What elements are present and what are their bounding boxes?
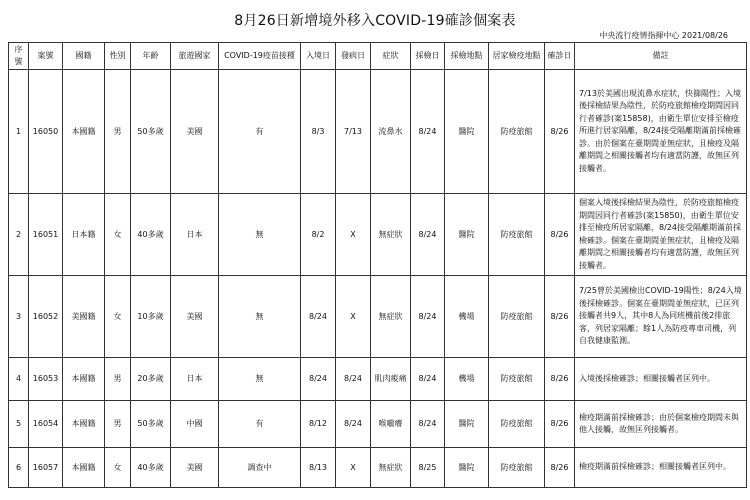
- table-cell: 8/24: [411, 276, 445, 358]
- column-header: 備註: [575, 43, 747, 70]
- table-cell: X: [336, 448, 371, 488]
- table-cell: X: [336, 194, 371, 276]
- table-cell: 日本籍: [63, 194, 105, 276]
- table-cell: 日本: [171, 358, 219, 401]
- table-cell: 16053: [29, 358, 63, 401]
- column-header: 居家檢疫地點: [489, 43, 545, 70]
- table-row: [9, 70, 747, 194]
- table-cell: 20多歲: [131, 358, 171, 401]
- column-header: COVID-19疫苗接種: [219, 43, 301, 70]
- table-cell: 10多歲: [131, 276, 171, 358]
- table-cell: 8/26: [545, 448, 575, 488]
- table-cell: 調查中: [219, 448, 301, 488]
- table-cell: 8/24: [411, 194, 445, 276]
- table-cell: 無: [219, 358, 301, 401]
- table-cell: 醫院: [445, 448, 489, 488]
- note-cell: 個案入境後採檢結果為陰性，於防疫旅館檢疫期間因同行者確診(案15850)，由衛生單位安排至檢疫所居家隔離，8/24接受隔離期滿前採檢確診。個案在臺期間並無症狀，且檢疫及隔離期間之相關接觸者均有適當防護，故無匡列接觸者。: [575, 194, 747, 276]
- column-header: 案號: [29, 43, 63, 70]
- table-cell: 40多歲: [131, 448, 171, 488]
- table-cell: 8/26: [545, 194, 575, 276]
- table-cell: 本國籍: [63, 448, 105, 488]
- table-row: [9, 358, 747, 401]
- table-cell: 女: [105, 448, 131, 488]
- table-cell: 8/24: [301, 358, 336, 401]
- column-header: 國籍: [63, 43, 105, 70]
- table-cell: 8/26: [545, 276, 575, 358]
- column-header: 採檢地點: [445, 43, 489, 70]
- table-cell: 流鼻水: [371, 70, 411, 194]
- table-cell: 8/26: [545, 401, 575, 448]
- table-cell: 女: [105, 276, 131, 358]
- note-cell: 檢疫期滿前採檢確診；相關接觸者匡列中。: [575, 448, 747, 488]
- table-cell: 7/13: [336, 70, 371, 194]
- table-row: [9, 194, 747, 276]
- table-cell: 防疫旅館: [489, 70, 545, 194]
- table-cell: 無症狀: [371, 276, 411, 358]
- table-cell: 8/24: [336, 401, 371, 448]
- table-cell: 16052: [29, 276, 63, 358]
- column-header: 性別: [105, 43, 131, 70]
- column-header: 症狀: [371, 43, 411, 70]
- column-header: 發病日: [336, 43, 371, 70]
- note-cell: 檢疫期滿前採檢確診；由於個案檢疫期間未與他人接觸，故無匡列接觸者。: [575, 401, 747, 448]
- note-cell: 7/25曾於美國檢出COVID-19陽性；8/24入境後採檢確診。個案在臺期間並無症狀，已匡列接觸者共9人，其中8人為同班機前後2排旅客，列居家隔離；餘1人為防疫專車司機，列自我健康監測。: [575, 276, 747, 358]
- table-cell: 防疫旅館: [489, 276, 545, 358]
- table-cell: 8/24: [336, 358, 371, 401]
- table-cell: 防疫旅館: [489, 358, 545, 401]
- table-cell: 16050: [29, 70, 63, 194]
- column-header: 年齡: [131, 43, 171, 70]
- table-cell: 男: [105, 401, 131, 448]
- table-cell: X: [336, 276, 371, 358]
- table-row: [9, 276, 747, 358]
- table-cell: 醫院: [445, 194, 489, 276]
- table-cell: 無: [219, 276, 301, 358]
- table-cell: 8/24: [411, 358, 445, 401]
- table-cell: 8/26: [545, 358, 575, 401]
- table-row: [9, 401, 747, 448]
- column-header: 旅遊國家: [171, 43, 219, 70]
- table-cell: 8/24: [411, 70, 445, 194]
- table-cell: 6: [9, 448, 29, 488]
- table-cell: 醫院: [445, 70, 489, 194]
- table-cell: 8/24: [411, 401, 445, 448]
- table-header: [9, 43, 747, 70]
- table-cell: 5: [9, 401, 29, 448]
- table-cell: 16054: [29, 401, 63, 448]
- table-cell: 3: [9, 276, 29, 358]
- table-cell: 40多歲: [131, 194, 171, 276]
- table-cell: 4: [9, 358, 29, 401]
- cases-table: [8, 42, 747, 488]
- note-cell: 入境後採檢確診；相關接觸者匡列中。: [575, 358, 747, 401]
- column-header: 採檢日: [411, 43, 445, 70]
- table-cell: 美國: [171, 70, 219, 194]
- table-row: [9, 448, 747, 488]
- table-cell: 16057: [29, 448, 63, 488]
- table-cell: 無症狀: [371, 448, 411, 488]
- table-cell: 8/25: [411, 448, 445, 488]
- table-cell: 8/26: [545, 70, 575, 194]
- table-cell: 本國籍: [63, 401, 105, 448]
- column-header: 入境日: [301, 43, 336, 70]
- table-cell: 50多歲: [131, 401, 171, 448]
- note-cell: 7/13於美國出現流鼻水症狀，快篩陽性；入境後採檢結果為陰性，於防疫旅館檢疫期間因同行者確診(案15858)，由衛生單位安排至檢疫所進行居家隔離，8/24接受隔離期滿前採檢確診。由於個案在臺期間並無症狀，且檢疫及隔離期間之相關接觸者均有適當防護，故無匡列接觸者。: [575, 70, 747, 194]
- table-cell: 美國: [171, 276, 219, 358]
- table-cell: 2: [9, 194, 29, 276]
- table-cell: 肌肉痠痛: [371, 358, 411, 401]
- table-cell: 日本: [171, 194, 219, 276]
- table-cell: 美國: [171, 448, 219, 488]
- table-cell: 8/13: [301, 448, 336, 488]
- table-cell: 8/3: [301, 70, 336, 194]
- table-cell: 有: [219, 70, 301, 194]
- table-cell: 1: [9, 70, 29, 194]
- table-cell: 防疫旅館: [489, 194, 545, 276]
- table-cell: 機場: [445, 276, 489, 358]
- table-cell: 醫院: [445, 401, 489, 448]
- table-body: [9, 70, 747, 488]
- table-cell: 中國: [171, 401, 219, 448]
- column-header: 確診日: [545, 43, 575, 70]
- table-cell: 女: [105, 194, 131, 276]
- table-cell: 防疫旅館: [489, 448, 545, 488]
- table-cell: 8/2: [301, 194, 336, 276]
- table-cell: 男: [105, 358, 131, 401]
- table-cell: 16051: [29, 194, 63, 276]
- table-cell: 有: [219, 401, 301, 448]
- table-cell: 機場: [445, 358, 489, 401]
- table-cell: 本國籍: [63, 70, 105, 194]
- table-cell: 本國籍: [63, 358, 105, 401]
- table-cell: 無症狀: [371, 194, 411, 276]
- table-cell: 喉嚨癢: [371, 401, 411, 448]
- table-cell: 無: [219, 194, 301, 276]
- table-cell: 50多歲: [131, 70, 171, 194]
- table-cell: 男: [105, 70, 131, 194]
- page-title: 8月26日新增境外移入COVID-19確診個案表: [234, 13, 516, 29]
- table-cell: 美國籍: [63, 276, 105, 358]
- table-cell: 8/24: [301, 276, 336, 358]
- table-cell: 防疫旅館: [489, 401, 545, 448]
- column-header: 序號: [9, 43, 29, 70]
- table-cell: 8/12: [301, 401, 336, 448]
- source-date: 中央流行疫情指揮中心 2021/08/26: [599, 31, 728, 40]
